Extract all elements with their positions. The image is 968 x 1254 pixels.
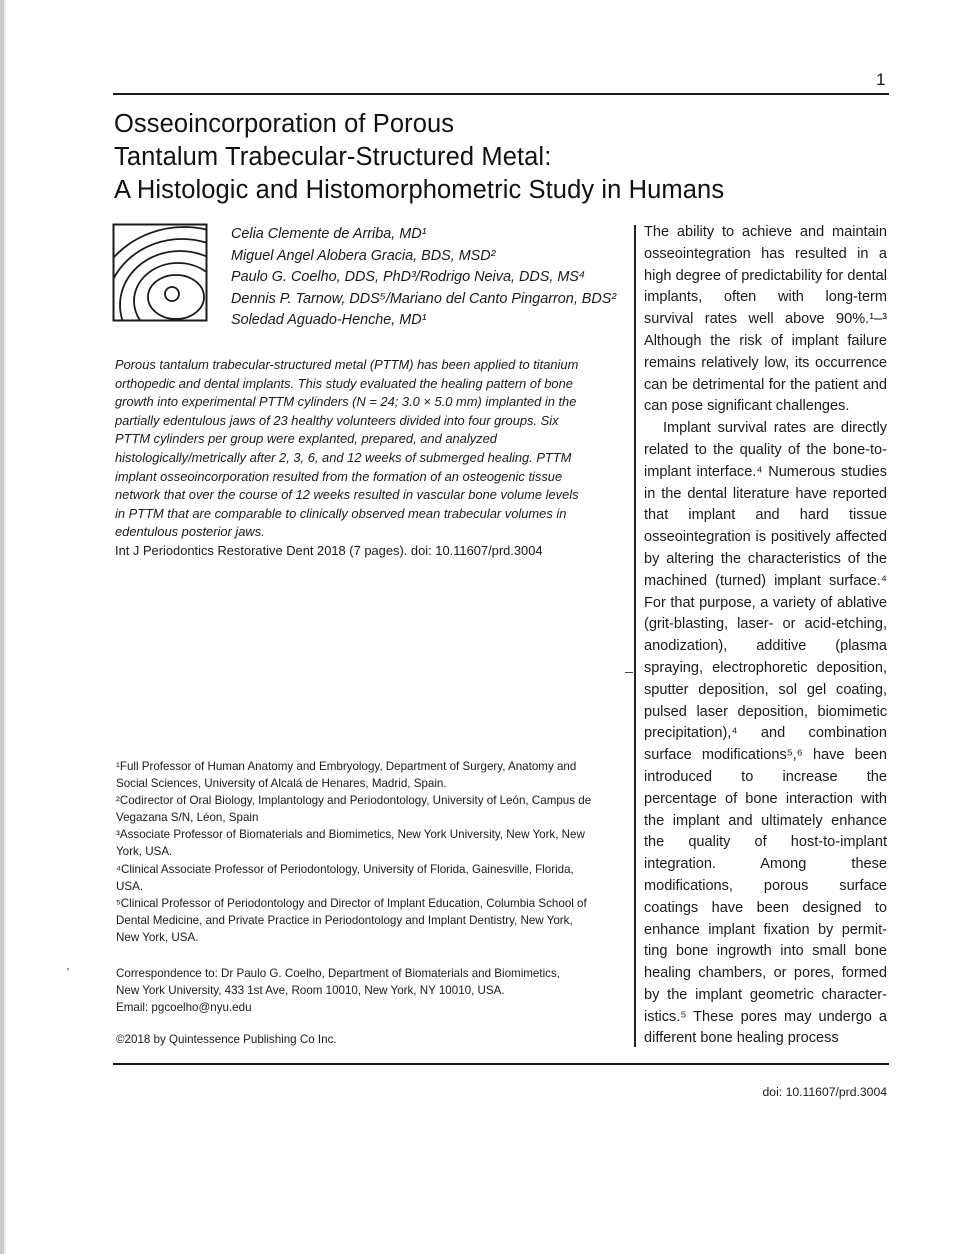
column-divider (634, 225, 636, 1047)
article-title (114, 108, 834, 207)
affiliation-item: ²Codirector of Oral Biology, Implantology and Periodontology, University of León, Campus de Vegazana S/N, Léon, Spain (116, 794, 592, 825)
copyright-notice: ©2018 by Quintessence Publishing Co Inc. (116, 1033, 337, 1046)
title-line: A Histologic and Histomorphometric Study in Humans (114, 176, 725, 204)
title-line: Tantalum Trabecular-Structured Metal: (114, 143, 552, 171)
scan-mark (625, 672, 633, 673)
correspondence (116, 965, 616, 1016)
footer-doi: doi: 10.11607/prd.3004 (762, 1085, 887, 1099)
author-line: Miguel Angel Alobera Gracia, BDS, MSD² (231, 247, 496, 264)
abstract-citation: Int J Periodontics Restorative Dent 2018 (7 pages). doi: 10.11607/prd.3004 (115, 542, 543, 558)
author-line: Celia Clemente de Arriba, MD¹ (231, 226, 427, 242)
affiliations (115, 758, 595, 946)
scan-speck (67, 968, 69, 970)
abstract (115, 356, 583, 561)
author-list (231, 224, 616, 332)
title-line: Osseoincorporation of Porous (114, 110, 455, 138)
page-edge-highlight (4, 0, 6, 1254)
body-paragraph: Implant survival rates are directly related to the quality of the bone-to-implant interface.⁴ Numerous studies in the dental literature have reported that implant and hard tissue osseointegration is positively affected by altering the characteristics of the machined (turned) implant surface.⁴ For that purpose, a variety of ablative (grit-blasting, laser- or acid-etching, anodization), additive (plasma spraying, electrophoretic deposition, sputter deposition, sol gel coating, pulsed laser deposition, biomimetic precipitation),⁴ and combination surface modifications⁵,⁶ have been introduced to increase the percentage of bone interaction with the implant and ultimately enhance the quality of host-to-implant integration. Among these modifications, porous surface coatings have been designed to enhance implant fixation by permitting bone ingrowth into small bone healing chambers, or pores, formed by the implant geometric characteristics.⁵ These pores may undergo a different bone healing process (644, 420, 887, 1047)
correspondence-line: New York University, 433 1st Ave, Room 10010, New York, NY 10010, USA. (116, 984, 505, 998)
body-paragraph: The ability to achieve and maintain osseointegration has resulted in a high degree of predictability for dental implants, often with long-term survival rates well above 90%.¹–³ Although the risk of implant failure remains relatively low, its occurrence can be detrimental for the patient and can pose significant challenges. (644, 224, 887, 415)
footer-rule (113, 1063, 889, 1065)
author-line: Paulo G. Coelho, DDS, PhD³/Rodrigo Neiva, DDS, MS⁴ (231, 269, 586, 286)
affiliation-item: ⁵Clinical Professor of Periodontology and Director of Implant Education, Columbia School of Dental Medicine, and Private Practice in Periodontology and Implant Dentistry, New York, New York, USA. (116, 896, 587, 944)
correspondence-line: Correspondence to: Dr Paulo G. Coelho, Department of Biomaterials and Biomimetics, (116, 967, 560, 980)
affiliation-item: ¹Full Professor of Human Anatomy and Embryology, Department of Surgery, Anatomy and Social Sciences, University of Alcalá de Henares, Madrid, Spain. (116, 760, 577, 791)
abstract-text: Porous tantalum trabecular-structured metal (PTTM) has been applied to titanium orthopedic and dental implants. This study evaluated the healing pattern of bone growth into experimental PTTM cylinders (N = 24; 3.0 × 5.0 mm) implanted in the partially edentulous jaws of 23 healthy volunteers divided into four groups. Six PTTM cylinders per group were explanted, prepared, and analyzed histologically/metrically after 2, 3, 6, and 12 weeks of submerged healing. PTTM implant osseoincorporation resulted from the formation of an osteogenic tissue network that over the course of 12 weeks resulted in vascular bone volume levels in PTTM that are comparable to clinically observed mean trabecular volumes in edentulous posterior jaws. (115, 357, 579, 540)
journal-logo-icon (112, 223, 208, 322)
header-rule (113, 93, 889, 95)
author-line: Dennis P. Tarnow, DDS⁵/Mariano del Canto Pingarron, BDS² (231, 290, 617, 307)
affiliation-item: ³Associate Professor of Biomaterials and Biomimetics, New York University, New York, New York, USA. (116, 828, 585, 859)
correspondence-email: Email: pgcoelho@nyu.edu (116, 1001, 252, 1015)
page-number: 1 (876, 70, 886, 89)
affiliation-item: ⁴Clinical Associate Professor of Periodontology, University of Florida, Gainesville, Florida, USA. (116, 862, 574, 893)
body-text-column (644, 222, 887, 1050)
author-line: Soledad Aguado-Henche, MD¹ (231, 312, 427, 329)
